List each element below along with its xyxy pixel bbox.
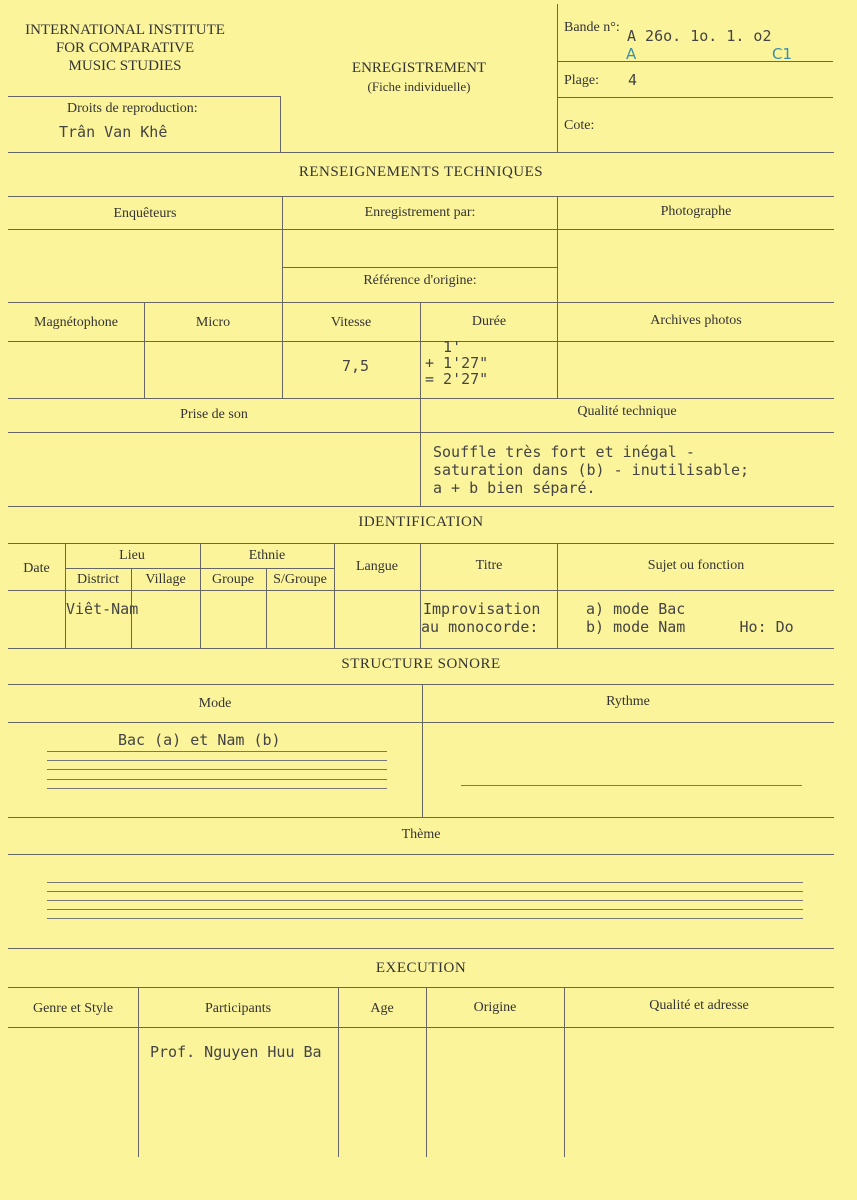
- ethnie-label: Ethnie: [248, 548, 286, 563]
- handwritten-a: A: [626, 45, 637, 63]
- duree-label: Durée: [471, 314, 507, 329]
- age-label: Age: [370, 1001, 394, 1016]
- duree-line-1: 1': [425, 338, 462, 356]
- participants-label: Participants: [204, 1001, 272, 1016]
- qualite-line-2: saturation dans (b) - inutilisable;: [433, 461, 750, 479]
- genre-label: Genre et Style: [32, 1001, 114, 1016]
- bande-label: Bande n°:: [564, 20, 620, 35]
- archives-label: Archives photos: [650, 313, 742, 328]
- origine-label: Origine: [473, 1000, 517, 1015]
- groupe-label: Groupe: [212, 572, 254, 587]
- vitesse-value: 7,5: [342, 357, 370, 375]
- cote-label: Cote:: [564, 118, 595, 133]
- duree-line-3: = 2'27": [425, 370, 489, 388]
- titre-line-1: Improvisation: [423, 600, 541, 618]
- card-subtitle: (Fiche individuelle): [367, 79, 471, 94]
- section-structure: STRUCTURE SONORE: [341, 656, 501, 672]
- magnetophone-label: Magnétophone: [34, 315, 118, 330]
- sujet-line-1: a) mode Bac: [586, 600, 686, 618]
- titre-line-2: au monocorde:: [421, 618, 539, 636]
- titre-label: Titre: [475, 558, 503, 573]
- date-label: Date: [23, 561, 50, 576]
- qualite-line-1: Souffle très fort et inégal -: [433, 443, 695, 461]
- sgroupe-label: S/Groupe: [273, 572, 327, 587]
- plage-value: 4: [628, 71, 638, 89]
- droits-value: Trân Van Khê: [59, 123, 168, 141]
- institute-line-2: FOR COMPARATIVE: [55, 40, 195, 56]
- sujet-label: Sujet ou fonction: [647, 558, 745, 573]
- theme-label: Thème: [401, 827, 441, 842]
- langue-label: Langue: [356, 559, 398, 574]
- mode-value: Bac (a) et Nam (b): [118, 731, 281, 749]
- droits-label: Droits de reproduction:: [67, 101, 198, 116]
- prise-de-son-label: Prise de son: [180, 407, 248, 422]
- qualite-adresse-label: Qualité et adresse: [649, 998, 749, 1013]
- rythme-label: Rythme: [606, 694, 650, 709]
- institute-line-1: INTERNATIONAL INSTITUTE: [25, 22, 225, 38]
- duree-line-2: + 1'27": [425, 354, 489, 372]
- village-label: Village: [145, 572, 186, 587]
- card-title: ENREGISTREMENT: [351, 60, 487, 76]
- district-value: Viêt-Nam: [66, 600, 139, 618]
- participant-value: Prof. Nguyen Huu Ba: [150, 1043, 322, 1061]
- vitesse-label: Vitesse: [330, 315, 372, 330]
- bande-value: A 26o. 1o. 1. o2: [627, 27, 772, 45]
- section-execution: EXECUTION: [375, 960, 467, 976]
- plage-label: Plage:: [564, 73, 599, 88]
- reference-label: Référence d'origine:: [363, 273, 477, 288]
- sujet-line-2: b) mode Nam Ho: Do: [586, 618, 794, 636]
- qualite-technique-label: Qualité technique: [577, 404, 677, 419]
- enqueteurs-label: Enquêteurs: [113, 206, 177, 221]
- institute-line-3: MUSIC STUDIES: [68, 58, 182, 74]
- mode-label: Mode: [198, 696, 232, 711]
- micro-label: Micro: [195, 315, 231, 330]
- district-label: District: [77, 572, 119, 587]
- section-technique: RENSEIGNEMENTS TECHNIQUES: [298, 164, 544, 180]
- qualite-line-3: a + b bien séparé.: [433, 479, 596, 497]
- photographe-label: Photographe: [660, 204, 732, 219]
- handwritten-c1: C1: [772, 45, 793, 63]
- section-identification: IDENTIFICATION: [358, 514, 484, 530]
- enregistrement-par-label: Enregistrement par:: [364, 205, 476, 220]
- lieu-label: Lieu: [119, 548, 145, 563]
